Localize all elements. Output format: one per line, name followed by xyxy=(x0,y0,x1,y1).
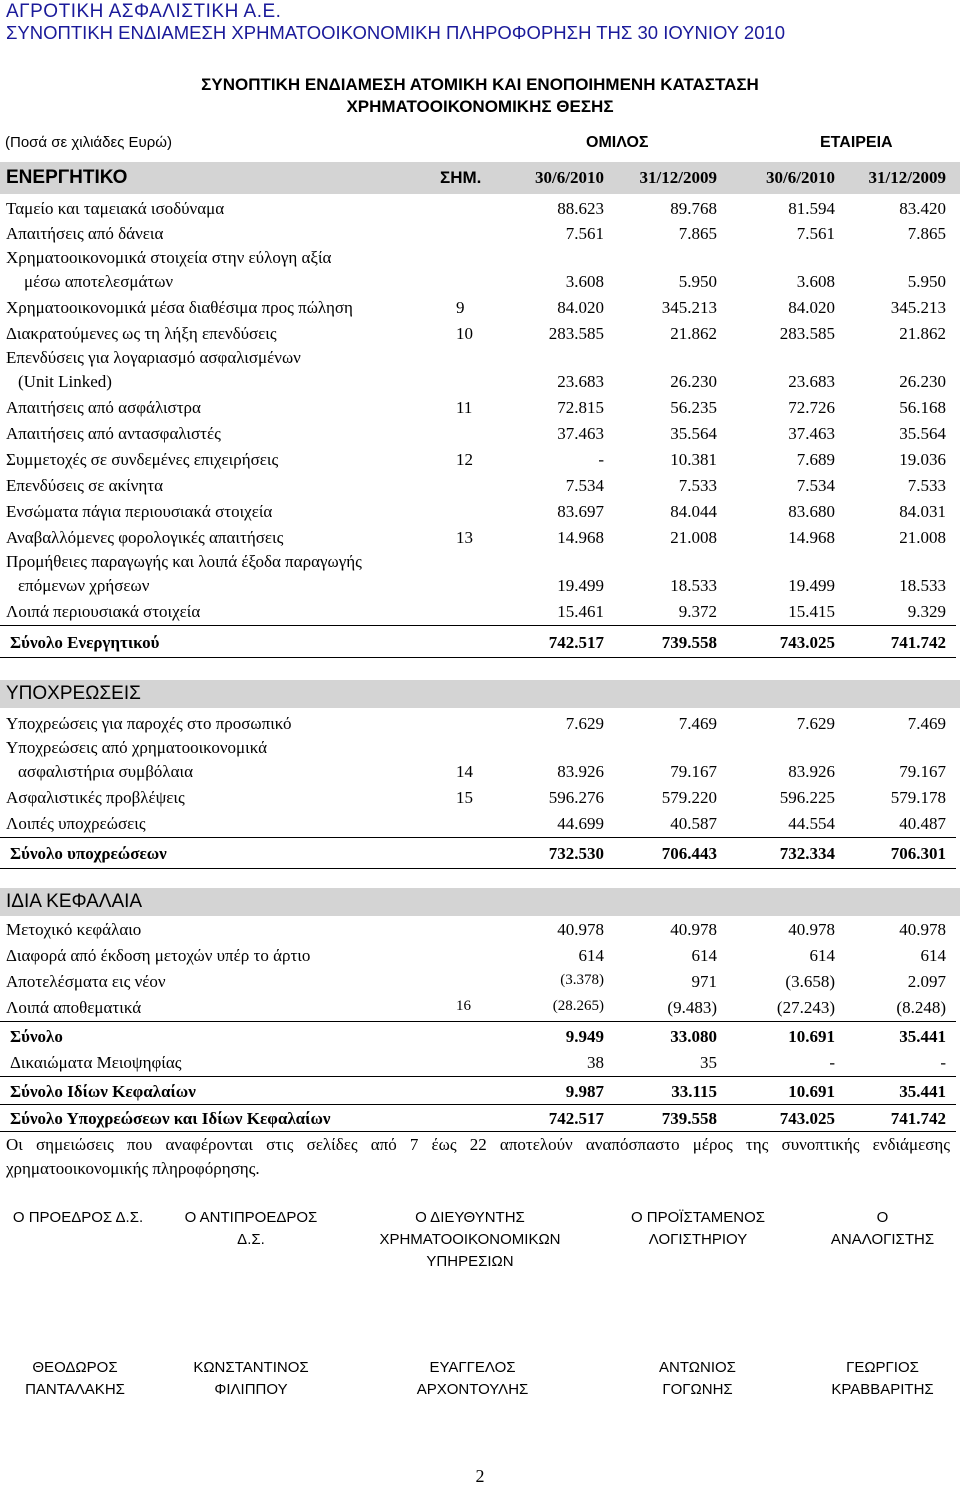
units-label: (Ποσά σε χιλιάδες Ευρώ) xyxy=(5,134,172,151)
row-value: 614 xyxy=(691,946,717,965)
column-header-1: 30/6/2010 xyxy=(535,168,604,187)
row-value: 7.534 xyxy=(565,476,604,495)
role-line1: Ο ΠΡΟΪΣΤΑΜΕΝΟΣ xyxy=(630,1209,766,1226)
row-value: 739.558 xyxy=(661,1109,717,1128)
divider xyxy=(0,1131,956,1132)
row-value: 83.420 xyxy=(899,199,946,218)
footnote: Οι σημειώσεις που αναφέρονται στις σελίδες από 7 έως 22 αποτελούν αναπόσπαστο μέρος της συνοπτικής ενδιάμεσης χρηματοοικονομικής πληροφόρησης. xyxy=(6,1135,950,1178)
row-note: 16 xyxy=(456,998,471,1014)
row-value: 10.691 xyxy=(788,1082,835,1101)
column-header-4: 31/12/2009 xyxy=(868,168,946,187)
row-value: 21.008 xyxy=(899,528,946,547)
signature-role xyxy=(160,1207,342,1251)
row-value: 14.968 xyxy=(557,528,604,547)
name-line1: ΑΝΤΩΝΙΟΣ xyxy=(659,1359,736,1376)
row-value: 7.629 xyxy=(796,714,835,733)
row-note: 14 xyxy=(456,762,473,781)
row-value: 89.768 xyxy=(670,199,717,218)
signature-role xyxy=(598,1207,798,1251)
row-label: Λοιπά περιουσιακά στοιχεία xyxy=(6,602,201,621)
table-row xyxy=(0,600,960,626)
table-row xyxy=(0,222,960,248)
row-value: 79.167 xyxy=(899,762,946,781)
liabilities-total-row xyxy=(0,842,960,868)
row-value: 23.683 xyxy=(557,372,604,391)
row-value: 40.978 xyxy=(899,920,946,939)
row-note: 11 xyxy=(456,398,473,417)
row-value: 7.561 xyxy=(565,224,604,243)
grand-total-row xyxy=(0,1107,960,1133)
row-label: Συμμετοχές σε συνδεμένες επιχειρήσεις xyxy=(6,450,279,469)
row-value: 35.441 xyxy=(899,1082,946,1101)
row-label: Δικαιώματα Μειοψηφίας xyxy=(10,1053,182,1072)
equity-total-row xyxy=(0,1080,960,1106)
row-value: 10.381 xyxy=(670,450,717,469)
row-label: Λοιπά αποθεματικά xyxy=(6,998,142,1017)
role-line2: ΧΡΗΜΑΤΟΟΙΚΟΝΟΜΙΚΩΝ xyxy=(379,1231,561,1248)
table-row xyxy=(0,944,960,970)
row-value: 10.691 xyxy=(788,1027,835,1046)
row-value: 18.533 xyxy=(899,576,946,595)
row-value: 5.950 xyxy=(907,272,946,291)
row-value: 84.031 xyxy=(899,502,946,521)
row-value: 743.025 xyxy=(779,1109,835,1128)
row-label: Μετοχικό κεφάλαιο xyxy=(6,920,142,939)
signatory-name xyxy=(805,1357,960,1401)
liabilities-section-header xyxy=(0,680,960,708)
table-row xyxy=(0,996,960,1022)
row-value: 23.683 xyxy=(788,372,835,391)
equity-sum-row xyxy=(0,1025,960,1051)
divider xyxy=(0,1076,956,1077)
table-row xyxy=(0,248,960,296)
column-header-2: 31/12/2009 xyxy=(639,168,717,187)
row-value: 9.372 xyxy=(678,602,717,621)
row-label-line1: Υποχρεώσεις από χρηματοοικονομικά xyxy=(6,738,268,757)
row-value: 971 xyxy=(691,972,717,991)
row-value: 56.235 xyxy=(670,398,717,417)
table-row xyxy=(0,786,960,812)
table-row xyxy=(0,474,960,500)
table-row xyxy=(0,322,960,348)
row-value: 7.533 xyxy=(907,476,946,495)
row-value: 26.230 xyxy=(899,372,946,391)
row-value: 7.689 xyxy=(796,450,835,469)
divider xyxy=(0,837,956,838)
name-line2: ΚΡΑΒΒΑΡΙΤΗΣ xyxy=(831,1381,934,1398)
row-note: 15 xyxy=(456,788,473,807)
signatory-name xyxy=(160,1357,342,1401)
row-value: 21.008 xyxy=(670,528,717,547)
row-value: 742.517 xyxy=(548,633,604,652)
row-label: Επενδύσεις σε ακίνητα xyxy=(6,476,163,495)
signatory-name xyxy=(0,1357,150,1401)
row-value: 9.987 xyxy=(565,1082,604,1101)
row-value: (27.243) xyxy=(776,998,835,1017)
name-line1: ΚΩΝΣΤΑΝΤΙΝΟΣ xyxy=(193,1359,309,1376)
row-value: (3.658) xyxy=(785,972,835,991)
row-value: 3.608 xyxy=(796,272,835,291)
company-name: ΑΓΡΟΤΙΚΗ ΑΣΦΑΛΙΣΤΙΚΗ Α.Ε. xyxy=(6,1,282,22)
table-row xyxy=(0,197,960,223)
row-note: 12 xyxy=(456,450,473,469)
row-value: 614 xyxy=(920,946,946,965)
table-row xyxy=(0,738,960,786)
row-value: 40.978 xyxy=(788,920,835,939)
row-value: 579.178 xyxy=(890,788,946,807)
row-value: 706.301 xyxy=(890,844,946,863)
row-value: 7.533 xyxy=(678,476,717,495)
table-row xyxy=(0,422,960,448)
row-note: 10 xyxy=(456,324,473,343)
divider xyxy=(0,657,956,658)
row-value: 7.534 xyxy=(796,476,835,495)
role-line3: ΥΠΗΡΕΣΙΩΝ xyxy=(426,1253,514,1270)
role-line2: Δ.Σ. xyxy=(237,1231,265,1248)
row-label: Σύνολο Ιδίων Κεφαλαίων xyxy=(10,1082,196,1101)
signatory-name xyxy=(620,1357,775,1401)
row-value: 38 xyxy=(587,1053,604,1072)
signature-role xyxy=(345,1207,595,1273)
row-value: 732.530 xyxy=(548,844,604,863)
row-value: 37.463 xyxy=(557,424,604,443)
row-value: 81.594 xyxy=(788,199,835,218)
role-line2: ΛΟΓΙΣΤΗΡΙΟΥ xyxy=(648,1231,748,1248)
name-line2: ΑΡΧΟΝΤΟΥΛΗΣ xyxy=(416,1381,529,1398)
row-value: 72.726 xyxy=(788,398,835,417)
row-value: 33.080 xyxy=(670,1027,717,1046)
row-label: Λοιπές υποχρεώσεις xyxy=(6,814,146,833)
row-value: 283.585 xyxy=(779,324,835,343)
row-value: 596.225 xyxy=(779,788,835,807)
page-number: 2 xyxy=(475,1466,485,1486)
role-line1: Ο ΔΙΕΥΘΥΝΤΗΣ xyxy=(415,1209,525,1226)
row-value: 35.564 xyxy=(670,424,717,443)
row-value: 21.862 xyxy=(670,324,717,343)
row-value: 15.461 xyxy=(557,602,604,621)
row-value: 706.443 xyxy=(661,844,717,863)
row-label: Υποχρεώσεις για παροχές στο προσωπικό xyxy=(6,714,292,733)
role-line1: Ο xyxy=(876,1209,889,1226)
row-value: 84.044 xyxy=(670,502,717,521)
table-row xyxy=(0,552,960,600)
row-value: 741.742 xyxy=(890,1109,946,1128)
row-value: 739.558 xyxy=(661,633,717,652)
row-value: 14.968 xyxy=(788,528,835,547)
row-label: Διακρατούμενες ως τη λήξη επενδύσεις xyxy=(6,324,277,343)
signature-role xyxy=(0,1207,156,1229)
divider xyxy=(0,1104,956,1105)
row-label: Απαιτήσεις από δάνεια xyxy=(6,224,164,243)
divider xyxy=(0,625,956,626)
minority-row xyxy=(0,1051,960,1077)
row-value: 15.415 xyxy=(788,602,835,621)
row-value: 84.020 xyxy=(788,298,835,317)
row-label: Ασφαλιστικές προβλέψεις xyxy=(6,788,185,807)
row-label: επόμενων χρήσεων xyxy=(18,576,150,595)
name-line2: ΠΑΝΤΑΛΑΚΗΣ xyxy=(25,1381,125,1398)
row-value: 56.168 xyxy=(899,398,946,417)
row-value: 35.564 xyxy=(899,424,946,443)
table-row xyxy=(0,712,960,738)
table-row xyxy=(0,296,960,322)
name-line1: ΓΕΩΡΓΙΟΣ xyxy=(846,1359,919,1376)
row-value: (28.265) xyxy=(552,998,604,1014)
name-line2: ΓΟΓΩΝΗΣ xyxy=(662,1381,733,1398)
row-label: Αναβαλλόμενες φορολογικές απαιτήσεις xyxy=(6,528,284,547)
row-label: Ταμείο και ταμειακά ισοδύναμα xyxy=(6,199,225,218)
row-value: (3.378) xyxy=(560,972,604,988)
row-label: Χρηματοοικονομικά μέσα διαθέσιμα προς πώληση xyxy=(6,298,353,317)
row-label: Διαφορά από έκδοση μετοχών υπέρ το άρτιο xyxy=(6,946,311,965)
row-value: 83.680 xyxy=(788,502,835,521)
row-value: 44.554 xyxy=(788,814,835,833)
row-value: 2.097 xyxy=(907,972,946,991)
signatory-name xyxy=(385,1357,560,1401)
row-value: 40.978 xyxy=(557,920,604,939)
row-value: 26.230 xyxy=(670,372,717,391)
row-value: 7.561 xyxy=(796,224,835,243)
row-value: 35.441 xyxy=(899,1027,946,1046)
row-value: 3.608 xyxy=(565,272,604,291)
row-value: 9.949 xyxy=(565,1027,604,1046)
row-label: Σύνολο υποχρεώσεων xyxy=(10,844,167,863)
row-value: 37.463 xyxy=(788,424,835,443)
row-value: 19.499 xyxy=(788,576,835,595)
row-value: 743.025 xyxy=(779,633,835,652)
row-value: 21.862 xyxy=(899,324,946,343)
row-note: 13 xyxy=(456,528,473,547)
row-value: 5.950 xyxy=(678,272,717,291)
row-label-line1: Χρηματοοικονομικά στοιχεία στην εύλογη αξία xyxy=(6,248,332,267)
row-label: Σύνολο Υποχρεώσεων και Ιδίων Κεφαλαίων xyxy=(10,1109,331,1128)
statement-title-line2: ΧΡΗΜΑΤΟΟΙΚΟΝΟΜΙΚΗΣ ΘΕΣΗΣ xyxy=(346,97,614,116)
row-value: 283.585 xyxy=(548,324,604,343)
row-value: 614 xyxy=(578,946,604,965)
row-value: 7.865 xyxy=(678,224,717,243)
role-line1: Ο ΑΝΤΙΠΡΟΕΔΡΟΣ xyxy=(184,1209,318,1226)
table-row xyxy=(0,448,960,474)
row-label: Απαιτήσεις από ασφάλιστρα xyxy=(6,398,201,417)
row-value: 83.926 xyxy=(557,762,604,781)
table-row xyxy=(0,348,960,396)
role-line1: Ο ΠΡΟΕΔΡΟΣ Δ.Σ. xyxy=(12,1209,144,1226)
divider xyxy=(0,868,956,869)
group-header-omilos: ΟΜΙΛΟΣ xyxy=(586,134,649,151)
row-value: 596.276 xyxy=(548,788,604,807)
row-value: 40.487 xyxy=(899,814,946,833)
row-label: Αποτελέσματα εις νέον xyxy=(6,972,166,991)
statement-title-line1: ΣΥΝΟΠΤΙΚΗ ΕΝΔΙΑΜΕΣΗ ΑΤΟΜΙΚΗ ΚΑΙ ΕΝΟΠΟΙΗΜΕΝΗ ΚΑΤΑΣΤΑΣΗ xyxy=(201,75,759,94)
row-label-line1: Προμήθειες παραγωγής και λοιπά έξοδα παραγωγής xyxy=(6,552,362,571)
table-row xyxy=(0,812,960,838)
row-value: 83.697 xyxy=(557,502,604,521)
row-value: 345.213 xyxy=(661,298,717,317)
row-value: 35 xyxy=(700,1053,717,1072)
table-row xyxy=(0,396,960,422)
row-value: 83.926 xyxy=(788,762,835,781)
column-header-3: 30/6/2010 xyxy=(766,168,835,187)
liabilities-title: ΥΠΟΧΡΕΩΣΕΙΣ xyxy=(6,683,141,704)
table-row xyxy=(0,526,960,552)
row-value: 7.469 xyxy=(907,714,946,733)
row-value: 33.115 xyxy=(671,1082,717,1101)
row-value: 614 xyxy=(809,946,835,965)
row-label: (Unit Linked) xyxy=(18,372,112,391)
column-header-band xyxy=(0,162,960,194)
row-value: 88.623 xyxy=(557,199,604,218)
row-value: 40.587 xyxy=(670,814,717,833)
row-value: 18.533 xyxy=(670,576,717,595)
row-value: 742.517 xyxy=(548,1109,604,1128)
signature-role xyxy=(805,1207,960,1251)
row-value: 741.742 xyxy=(890,633,946,652)
row-label: Ενσώματα πάγια περιουσιακά στοιχεία xyxy=(6,502,273,521)
row-label: μέσω αποτελεσμάτων xyxy=(24,272,174,291)
assets-total-row xyxy=(0,631,960,657)
equity-section-header xyxy=(0,888,960,916)
name-line1: ΕΥΑΓΓΕΛΟΣ xyxy=(429,1359,516,1376)
row-value: - xyxy=(598,450,604,469)
row-note: 9 xyxy=(456,298,465,317)
note-column-header: ΣΗΜ. xyxy=(440,168,482,187)
row-value: 84.020 xyxy=(557,298,604,317)
row-value: 44.699 xyxy=(557,814,604,833)
row-value: 579.220 xyxy=(661,788,717,807)
row-label: Σύνολο Ενεργητικού xyxy=(10,633,160,652)
row-value: 19.036 xyxy=(899,450,946,469)
row-label: Απαιτήσεις από αντασφαλιστές xyxy=(6,424,221,443)
row-value: 732.334 xyxy=(779,844,835,863)
table-row xyxy=(0,918,960,944)
row-value: 79.167 xyxy=(670,762,717,781)
assets-section-title: ΕΝΕΡΓΗΤΙΚΟ xyxy=(6,167,128,188)
report-subtitle: ΣΥΝΟΠΤΙΚΗ ΕΝΔΙΑΜΕΣΗ ΧΡΗΜΑΤΟΟΙΚΟΝΟΜΙΚΗ ΠΛΗΡΟΦΟΡΗΣΗ ΤΗΣ 30 ΙΟΥΝΙΟΥ 2010 xyxy=(6,22,786,43)
row-value: 40.978 xyxy=(670,920,717,939)
row-value: 72.815 xyxy=(557,398,604,417)
row-label: ασφαλιστήρια συμβόλαια xyxy=(18,762,193,781)
group-header-etaireia: ΕΤΑΙΡΕΙΑ xyxy=(820,134,893,151)
row-value: 19.499 xyxy=(557,576,604,595)
row-value: - xyxy=(940,1053,946,1072)
row-value: 345.213 xyxy=(890,298,946,317)
name-line2: ΦΙΛΙΠΠΟΥ xyxy=(214,1381,288,1398)
row-value: - xyxy=(829,1053,835,1072)
table-row xyxy=(0,500,960,526)
row-value: 7.469 xyxy=(678,714,717,733)
name-line1: ΘΕΟΔΩΡΟΣ xyxy=(32,1359,118,1376)
divider xyxy=(0,1021,956,1022)
row-label-line1: Επενδύσεις για λογαριασμό ασφαλισμένων xyxy=(6,348,301,367)
equity-title: ΙΔΙΑ ΚΕΦΑΛΑΙΑ xyxy=(6,891,143,912)
row-label: Σύνολο xyxy=(10,1027,63,1046)
row-value: (8.248) xyxy=(896,998,946,1017)
table-row xyxy=(0,970,960,996)
role-line2: ΑΝΑΛΟΓΙΣΤΗΣ xyxy=(830,1231,935,1248)
row-value: 7.629 xyxy=(565,714,604,733)
row-value: 9.329 xyxy=(907,602,946,621)
row-value: 7.865 xyxy=(907,224,946,243)
row-value: (9.483) xyxy=(667,998,717,1017)
